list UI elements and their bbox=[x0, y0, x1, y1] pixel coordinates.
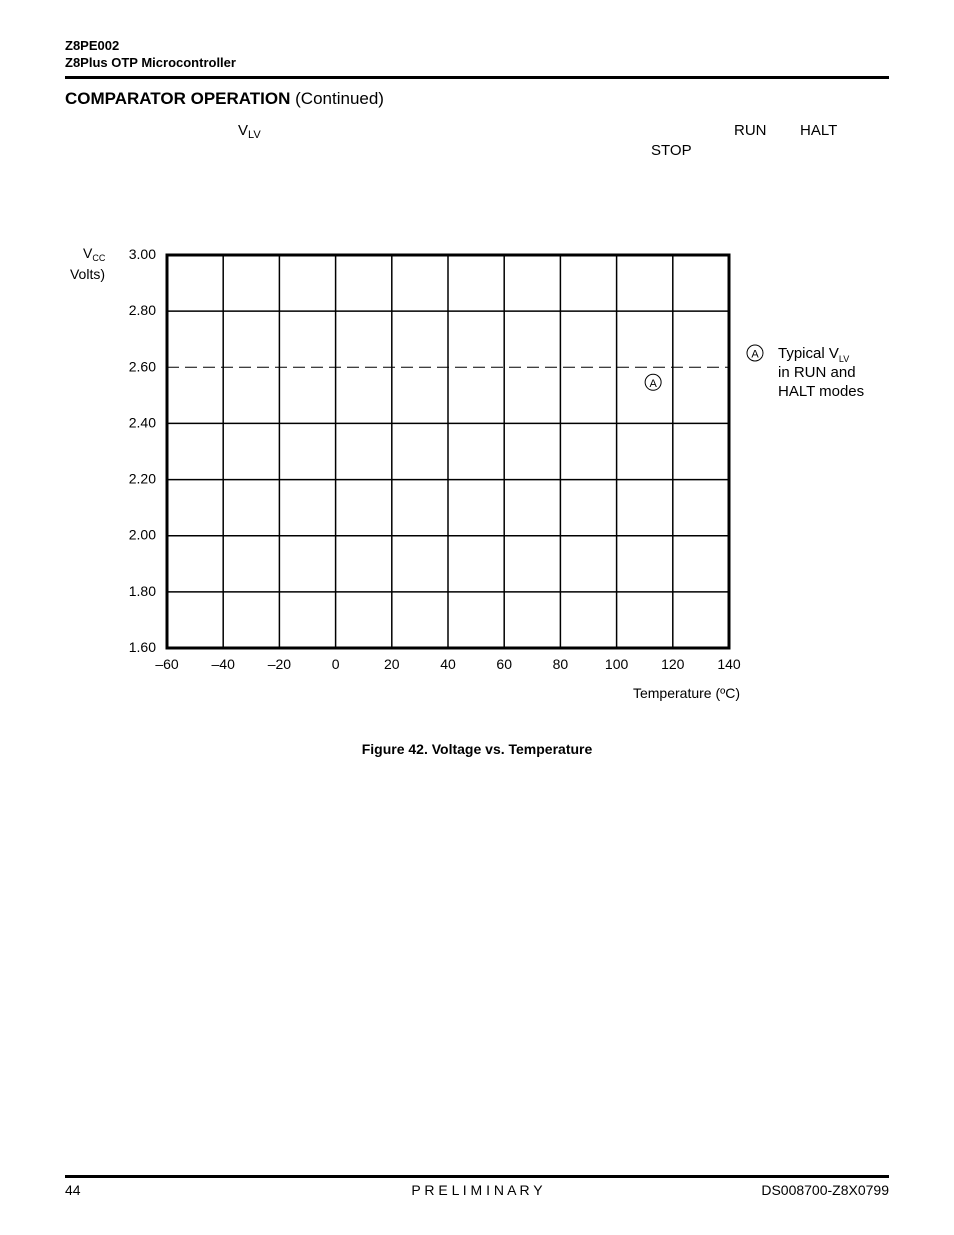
y-axis-label-sub: CC bbox=[92, 253, 106, 263]
footer-page-number: 44 bbox=[65, 1182, 81, 1198]
header-product-name: Z8Plus OTP Microcontroller bbox=[65, 55, 236, 70]
legend-line1-main: Typical V bbox=[778, 345, 839, 362]
legend-line1 bbox=[778, 345, 849, 364]
x-tick-label: 100 bbox=[604, 656, 629, 672]
footer-status: P R E L I M I N A R Y bbox=[411, 1182, 543, 1198]
x-tick-label: 140 bbox=[717, 656, 741, 672]
y-axis-label bbox=[83, 245, 106, 263]
x-tick-label: 120 bbox=[661, 656, 685, 672]
chart-legend bbox=[747, 345, 864, 400]
footer-rule bbox=[65, 1175, 889, 1178]
x-tick-label: –60 bbox=[155, 656, 179, 672]
header-part-number: Z8PE002 bbox=[65, 38, 120, 53]
figure-caption: Figure 42. Voltage vs. Temperature bbox=[361, 741, 593, 757]
x-tick-label: 0 bbox=[331, 656, 340, 672]
y-tick-label: 2.60 bbox=[128, 358, 156, 375]
chart-grid bbox=[167, 255, 729, 648]
y-tick-label: 3.00 bbox=[128, 246, 156, 262]
y-tick-label: 2.00 bbox=[128, 526, 156, 543]
halt-fragment: HALT bbox=[800, 122, 838, 139]
section-title-rest: (Continued) bbox=[290, 89, 384, 108]
y-tick-label: 2.20 bbox=[128, 470, 156, 487]
vlv-sub: LV bbox=[248, 129, 261, 141]
x-tick-label: 80 bbox=[552, 656, 569, 672]
x-tick-label: –20 bbox=[267, 656, 292, 672]
legend-line3: HALT modes bbox=[778, 383, 865, 400]
series-marker-letter: A bbox=[649, 377, 657, 390]
legend-line1-sub: LV bbox=[838, 354, 850, 364]
stop-fragment: STOP bbox=[651, 142, 692, 159]
x-tick-label: 40 bbox=[440, 656, 456, 672]
legend-line2: in RUN and bbox=[778, 364, 856, 381]
x-tick-label: 20 bbox=[384, 656, 400, 672]
y-axis-label-units: Volts) bbox=[69, 266, 105, 282]
y-tick-label: 2.80 bbox=[128, 302, 156, 319]
y-tick-label: 1.80 bbox=[128, 582, 156, 599]
vlv-main: V bbox=[238, 122, 249, 139]
run-fragment: RUN bbox=[734, 122, 767, 139]
y-axis-label-main: V bbox=[83, 245, 93, 261]
legend-marker-letter: A bbox=[751, 348, 759, 361]
chart-ticks bbox=[129, 246, 741, 672]
footer-doc-id: DS008700-Z8X0799 bbox=[761, 1182, 889, 1198]
x-axis-label: Temperature (ºC) bbox=[632, 685, 740, 701]
y-tick-label: 2.40 bbox=[128, 414, 156, 431]
x-tick-label: 60 bbox=[496, 656, 512, 672]
section-title-bold: COMPARATOR OPERATION bbox=[65, 89, 291, 108]
x-tick-label: –40 bbox=[211, 656, 235, 672]
y-tick-label: 1.60 bbox=[128, 639, 156, 655]
